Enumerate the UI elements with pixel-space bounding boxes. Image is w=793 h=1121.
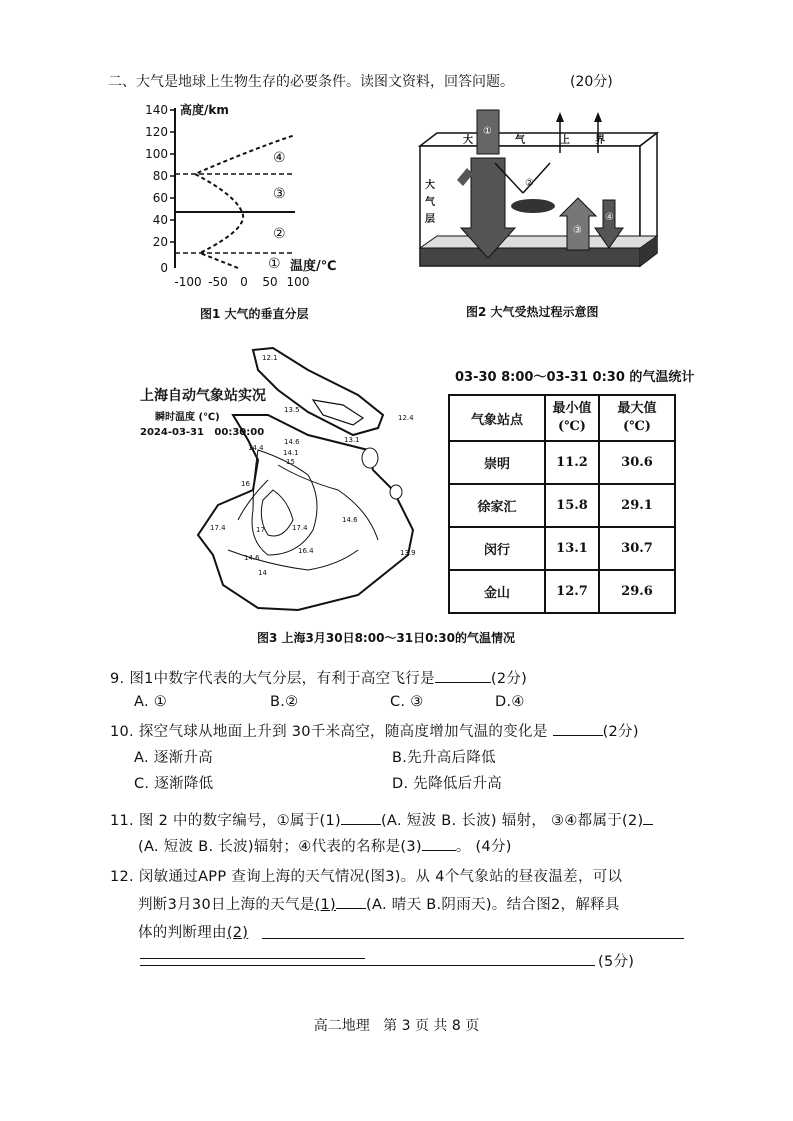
stats-table [448,394,676,614]
q9-answer-blank[interactable] [435,668,491,683]
map-value: 14.6 [244,554,260,562]
q10-option-b[interactable]: B.先升高后降低 [392,750,496,766]
cell-min: 15.8 [545,484,599,527]
map-value: 12.4 [398,414,414,422]
fig1-layer-1: ① [268,256,281,272]
th-min: 最小值 (℃) [545,395,599,441]
q9-option-c[interactable]: C. ③ [390,694,424,710]
q9-score: (2分) [490,671,528,687]
figure-2-heating-process [415,108,665,293]
fig2-side-qi: 气 [425,197,435,208]
map-time: 2024-03-31 00:30:00 [140,427,265,438]
fig1-y-axis-label: 高度/km [180,103,229,117]
q11-text: (A. 短波 B. 长波)辐射；④代表的名称是(3) [138,839,422,855]
map-value: 14.4 [248,444,264,452]
map-value: 14.6 [342,516,358,524]
fig2-side-ceng: 层 [425,214,435,225]
th-station: 气象站点 [449,395,545,441]
q9-stem: 9. 图1中数字代表的大气分层，有利于高空飞行是 [110,671,435,687]
fig2-num-4: ④ [605,212,614,223]
q11-blank-1[interactable] [341,810,381,825]
map-value: 16 [241,480,250,488]
q10-answer-blank[interactable] [553,721,603,736]
q12-answer-line-2a[interactable] [140,958,365,959]
fig1-ytick: 120 [145,125,168,139]
question-11-line-1 [110,809,653,830]
q11-text: (A. 短波 B. 长波) 辐射， ③④都属于(2) [380,813,644,829]
cell-max: 29.6 [599,570,675,613]
question-12-line-1: 12. 闵敏通过APP 查询上海的天气情况(图3)。从 4个气象站的昼夜温差，可以 [110,869,623,885]
fig1-ytick: 60 [152,191,168,205]
q12-answer-line-2b[interactable] [140,965,595,966]
map-value: 16.4 [298,547,314,555]
figure-1-caption: 图1 大气的垂直分层 [200,307,309,321]
fig1-x-axis-label: 温度/℃ [290,259,337,274]
cell-max: 29.1 [599,484,675,527]
q11-blank-3[interactable] [422,836,456,851]
section-score: (20分) [570,74,613,90]
q12-text: 体的判断理由 [138,925,227,941]
fig2-label-qi: 气 [515,135,525,146]
q10-option-d[interactable]: D. 先降低后升高 [392,776,503,792]
fig1-xtick: -50 [208,275,228,289]
fig1-xtick: -100 [174,275,202,289]
map-value: 14.6 [284,438,300,446]
fig2-num-1: ① [483,126,492,137]
map-value: 13.5 [284,406,300,414]
question-12-line-3 [138,921,248,942]
q9-option-b[interactable]: B.② [270,694,299,710]
fig1-layer-2: ② [273,226,286,242]
table-row [449,441,675,484]
cell-max: 30.6 [599,441,675,484]
fig1-ytick: 100 [145,147,168,161]
fig1-ytick: 40 [152,213,168,227]
fig2-label-jie: 界 [595,135,605,146]
question-11-line-2 [138,835,512,856]
fig2-num-2: ② [525,178,534,189]
map-value: 14 [258,569,267,577]
q11-blank-2[interactable] [643,810,653,825]
q10-option-c[interactable]: C. 逐渐降低 [134,776,214,792]
q10-score: (2分) [602,724,639,740]
figure-3-caption: 图3 上海3月30日8:00～31日0:30的气温情况 [257,631,515,645]
map-value: 12.1 [262,354,278,362]
fig2-label-shang: 上 [560,135,570,146]
fig1-layer-4: ④ [273,150,286,166]
th-max: 最大值 (℃) [599,395,675,441]
cell-station: 崇明 [449,441,545,484]
map-value: 13.9 [400,549,416,557]
map-value: 17.4 [210,524,226,532]
figure-3-shanghai-map [138,340,438,620]
cell-station: 闵行 [449,527,545,570]
cell-max: 30.7 [599,527,675,570]
stats-table-title: 03-30 8:00～03-31 0:30 的气温统计 [455,370,695,385]
fig1-xtick: 0 [240,275,248,289]
q12-answer-line-1[interactable] [262,938,684,939]
map-value: 15 [286,458,295,466]
q10-stem: 10. 探空气球从地面上升到 30千米高空，随高度增加气温的变化是 [110,724,548,740]
cell-min: 11.2 [545,441,599,484]
figure-1-vertical-layers [140,100,340,300]
cell-min: 12.7 [545,570,599,613]
map-value: 14.1 [283,449,299,457]
q12-blank-1[interactable] [336,894,366,909]
map-value: 17 [256,526,265,534]
cell-min: 13.1 [545,527,599,570]
fig1-ytick: 0 [160,261,168,275]
fig1-ytick: 80 [152,169,168,183]
figure-2-caption: 图2 大气受热过程示意图 [466,305,599,319]
fig2-num-3: ③ [573,225,582,236]
q12-text: 判断3月30日上海的天气是 [138,897,315,913]
q9-option-a[interactable]: A. ① [134,694,168,710]
fig1-ytick: 140 [145,103,168,117]
q12-blank-label-2: (2) [226,925,249,941]
fig2-label-da: 大 [463,135,473,146]
question-9 [110,667,527,688]
question-12-line-2 [138,893,620,914]
map-value: 17.4 [292,524,308,532]
fig2-side-da: 大 [425,180,435,191]
table-row [449,527,675,570]
page-footer: 高二地理 第 3 页 共 8 页 [313,1018,480,1034]
q9-option-d[interactable]: D.④ [495,694,525,710]
fig1-layer-3: ③ [273,186,286,202]
q11-text: 。 (4分) [455,839,512,855]
q10-option-a[interactable]: A. 逐渐升高 [134,750,213,766]
q11-text: 11. 图 2 中的数字编号，①属于(1) [110,813,341,829]
q12-score: (5分) [598,954,635,970]
cell-station: 金山 [449,570,545,613]
map-subtitle: 瞬时温度 (℃) [155,412,220,423]
fig1-xtick: 50 [262,275,278,289]
map-value: 13.1 [344,436,360,444]
table-row [449,484,675,527]
section-title: 二、大气是地球上生物生存的必要条件。读图文资料，回答问题。 [108,74,514,90]
question-10 [110,720,639,741]
map-title: 上海自动气象站实况 [140,388,266,404]
cell-station: 徐家汇 [449,484,545,527]
q12-text: (A. 晴天 B.阴雨天)。结合图2，解释具 [366,897,620,913]
fig1-ytick: 20 [152,235,168,249]
fig1-xtick: 100 [286,275,310,289]
table-row [449,570,675,613]
q12-blank-label-1: (1) [314,897,337,913]
